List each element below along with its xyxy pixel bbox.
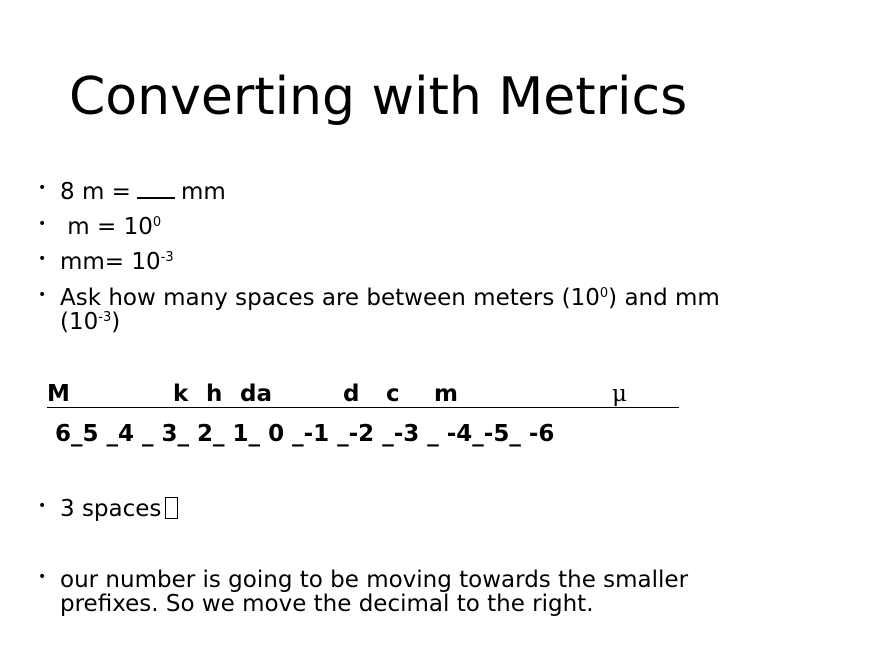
bullet-ask-spaces — [38, 285, 720, 335]
prefix-hecto: h — [206, 381, 223, 407]
bullet-dot: • — [38, 498, 47, 514]
prefix-row — [47, 381, 679, 408]
exponent: -3 — [98, 310, 112, 325]
exponent: 0 — [599, 286, 609, 301]
text-segment: Ask how many spaces are between meters (10 — [60, 285, 600, 311]
bullet-dot: • — [38, 287, 47, 303]
prefix-deka: da — [240, 381, 272, 407]
bullet-text: 3 spaces — [60, 496, 162, 522]
bullet-dot: • — [38, 180, 47, 196]
text-segment: (10 — [60, 309, 99, 335]
exponent: -3 — [160, 250, 174, 265]
bullet-three-spaces — [38, 496, 178, 522]
bullet-line-1 — [60, 286, 720, 310]
bullet-conclusion — [38, 567, 689, 617]
exponent-row: 6_5 _4 _ 3_ 2_ 1_ 0 _-1 _-2 _-3 _ -4_-5_ -6 — [55, 421, 555, 447]
prefix-mega: M — [47, 381, 70, 407]
bullet-text: m = 10 — [60, 214, 153, 240]
prefix-centi: c — [386, 381, 400, 407]
text-segment: ) and mm — [608, 285, 720, 311]
prefix-kilo: k — [173, 381, 189, 407]
bullet-dot: • — [38, 216, 47, 232]
bullet-line-2: prefixes. So we move the decimal to the right. — [60, 591, 594, 617]
bullet-line-2 — [60, 310, 720, 334]
text-segment: ) — [111, 309, 121, 335]
prefix-milli: m — [434, 381, 458, 407]
bullet-text: mm= 10 — [60, 249, 161, 275]
slide-title: Converting with Metrics — [69, 67, 688, 127]
prefix-deci: d — [343, 381, 360, 407]
exponent: 0 — [152, 215, 162, 230]
bullet-line-1: our number is going to be moving towards the smaller — [60, 567, 689, 593]
bullet-dot: • — [38, 251, 47, 267]
bullet-text-after: mm — [180, 179, 226, 205]
prefix-micro: μ — [612, 381, 627, 407]
missing-glyph-icon — [165, 497, 178, 519]
answer-blank — [137, 179, 175, 199]
bullet-millimeter-power — [38, 249, 174, 275]
bullet-conversion-question — [38, 179, 226, 205]
bullet-meter-power — [38, 214, 162, 240]
bullet-text-before: 8 m = — [60, 179, 131, 205]
bullet-dot: • — [38, 569, 47, 585]
